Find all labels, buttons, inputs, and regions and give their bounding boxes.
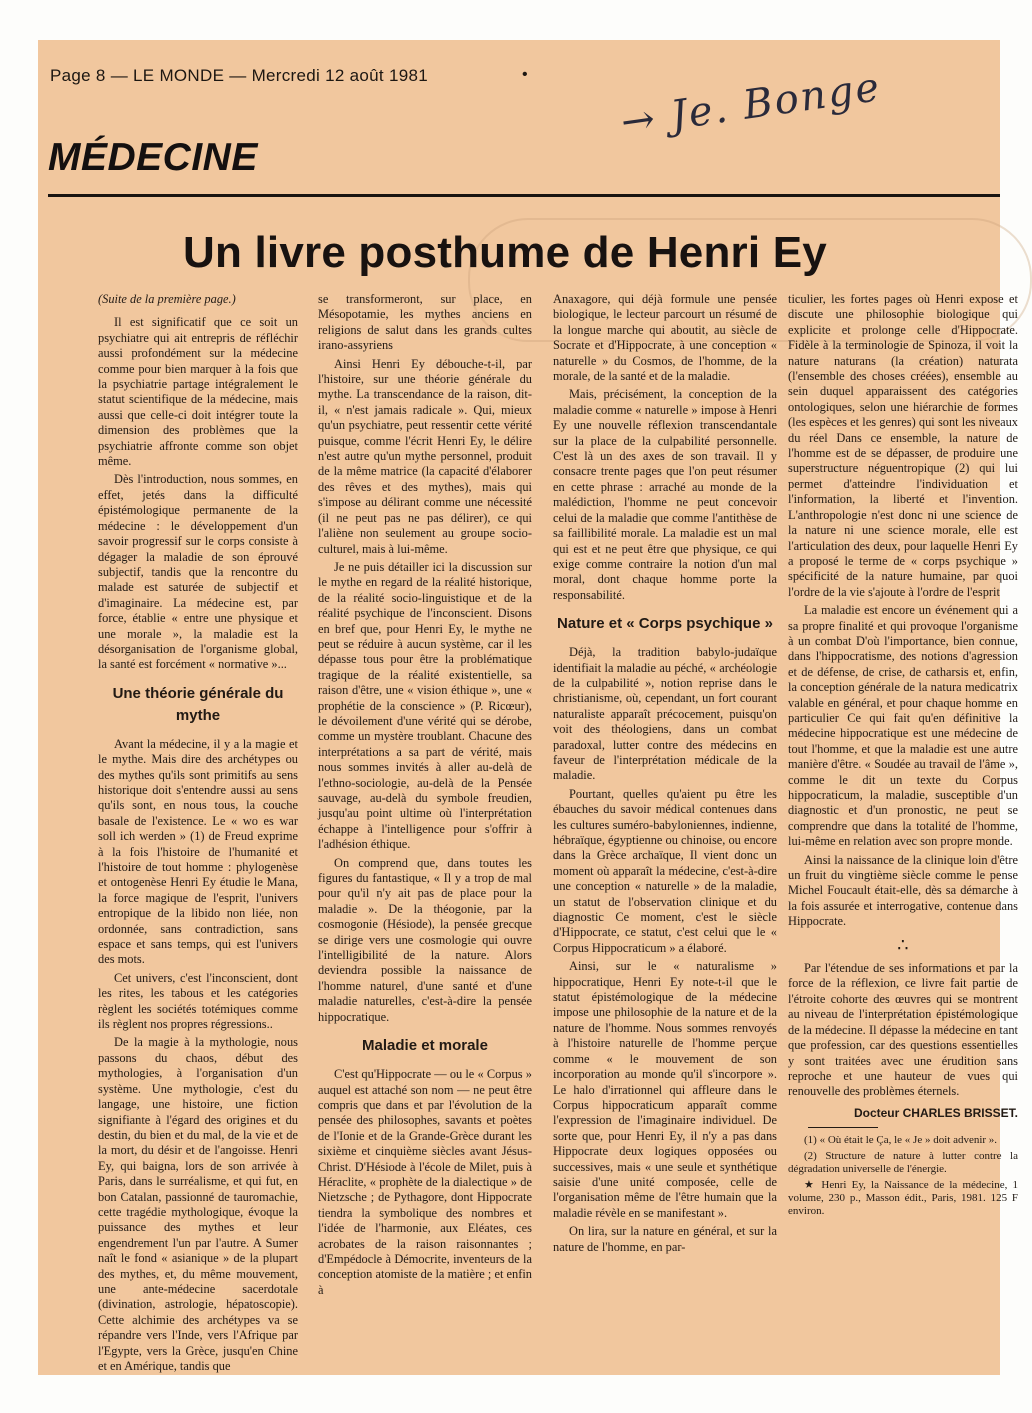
paragraph: On comprend que, dans toutes les figures du fantastique, « Il y a trop de mal pour qu'il n'y ait pas de place pour la maladie ». De la théogonie, par la cosmogonie (Hésiode), la pensée grecque se dirige vers une cosmologie qui ouvre l'intelligibilité de la nature. Alors deviendra possible la naissance de l'homme naturel, d'une santé et d'une maladie naturelles, c'est-à-dire la pensée hippocratique.	[318, 855, 532, 1024]
paragraph: Pourtant, quelles qu'aient pu être les ébauches du savoir médical contenues dans les cultures suméro-babyloniennes, indienne, hébraïque, égyptienne ou chinoise, ou encore dans la Grèce archaïque, Il vient donc un moment où apparaît la médecine, c'est-à-dire une conception « naturelle » de la maladie, un statut de l'observation clinique et du diagnostic Ce moment, c'est le siècle d'Hippocrate, ce statut, c'est celui que le « Corpus Hippocraticum » a élaboré.	[553, 786, 777, 955]
paragraph: De la magie à la mythologie, nous passons du chaos, début des mythologies, à l'organisation d'un système. Une mythologie, c'est du langage, une histoire, une fiction signifiante à l'égard des origines et du destin, du bien et du mal, de la vie et de la mort, du désir et de l'angoisse. Henri Ey, qui baigna, lors de son arrivée à Paris, dans le surréalisme, et qui fut, en bon Catalan, passionné de tauromachie, cette tragédie mythologique, évoque la puissance des mythes et leur engendrement l'un par l'autre. A Sumer naît le fond « asianique » de la plupart des mythes, et, du même mouvement, une ante-médecine sacerdotale (divination, astrologie, hépatoscopie). Cette alchimie des archétypes va se répandre vers l'Inde, vers l'Afrique par l'Egypte, vers la Grèce, jusqu'en Chine et en Amérique, tandis que	[98, 1035, 298, 1373]
paragraph: Ainsi, sur le « naturalisme » hippocratique, Henri Ey note-t-il que le statut épistémologique de la médecine impose une philosophie de la nature et de la nature de l'homme. Nous sommes renvoyés à l'histoire naturelle de l'homme perçue comme « le mouvement de son incorporation au monde qu'il s'incorpore ». Le halo d'irrationnel qui affleure dans le Corpus hippocraticum apparaît comme l'expression de l'imaginaire individuel. De sorte que, pour Henri Ey, il n'y a pas dans Hippocrate deux logiques opposées ou successives, mais « une seule et synthétique saisie d'une unité composée, celle de l'organisation même de l'être humain que la maladie révèle en se manifestant ».	[553, 959, 777, 1220]
paragraph: Par l'étendue de ses informations et par la force de la réflexion, ce livre fait partie de l'étroite cohorte des œuvres qui se montrent au niveau de l'interprétation épistémologique de la médecine. Il dépasse la médecine en tant que profession, car des questions essentielles y sont traitées avec une érudition sans reproche et une hauteur de vues qui renouvelle des problèmes éternels.	[788, 961, 1018, 1099]
paragraph: se transformeront, sur place, en Mésopotamie, les mythes anciens en religions de salut dans les grands cultes irano-assyriens	[318, 292, 532, 353]
paragraph: Il est significatif que ce soit un psychiatre qui ait entrepris de réfléchir aussi profondément sur la médecine comme pour bien marquer à la fois que la psychiatrie partage intégralement le statut scientifique de la médecine, mais aussi que celle-ci doit intégrer toute la dimension des problèmes que la psychiatrie affronte comme son objet même.	[98, 315, 298, 469]
subheading: Nature et « Corps psychique »	[557, 615, 773, 633]
paragraph: Cet univers, c'est l'inconscient, dont les rites, les tabous et les catégories règlent les sociétés totémiques comme ils règlent nos propres régressions..	[98, 970, 298, 1032]
paragraph: Déjà, la tradition babylo-judaïque identifiait la maladie au péché, « archéologie de la culpabilité », notion reprise dans le christianisme, où, cependant, un fort courant naturaliste apparaît précocement, puisqu'on voit des théologiens, dans un combat paradoxal, lutter contre des médecins en faveur de l'interprétation médicale de la maladie.	[553, 645, 777, 783]
subheading: Une théorie générale du mythe	[112, 684, 284, 724]
paragraph: Je ne puis détailler ici la discussion sur le mythe en regard de la réalité historique, de la réalité socio-linguistique et de la réalité psychique de l'inconscient. Disons en bref que, pour Henri Ey, le mythe ne peut se réduire à aucun système, car il les dépasse tous pour être la problématique tragique de la réalité existentielle, sa raison d'être, une « vision éthique », une « prophétie de la conscience » (P. Ricœur), le dévoilement d'une vérité qui se dérobe, comme un mystère troublant. Chacune des interprétations a sa part de vérité, mais nous sommes invités à aller au-delà de l'ethno-sociologie, au-delà de la Pensée sauvage, au-delà du symbole freudien, jusqu'au point ultime où l'interprétation échappe à l'intelligence pour s'offrir à l'adhésion éthique.	[318, 559, 532, 852]
separator-dots: ∴	[897, 934, 909, 956]
paragraph: La maladie est encore un événement qui a sa propre finalité et qui provoque l'organisme à un combat D'où l'importance, bien connue, dans l'hippocratisme, des notions d'agression et de défense, de crise, de catharsis et, enfin, la conception générale de la natura medicatrix valable en général, et pour chaque homme en particulier Ce qui fait qu'en définitive la médecine hippocratique est une médecine de tout l'homme, et que la maladie est une autre manière d'être. « Soudée au travail de l'âme », comme le dit un texte du Corpus hippocraticum, la maladie, susceptible d'un diagnostic et d'un pronostic, ne peut se comprendre que dans la totalité de l'homme, lui-même en relation avec son propre monde.	[788, 603, 1018, 849]
paragraph: Avant la médecine, il y a la magie et le mythe. Mais dire des archétypes ou des mythes qu'ils sont primitifs au sens historique doit s'entendre aussi au sens qu'ils sont, en nous tous, la couche basale de l'existence. Le « wo es war soll ich werden » (1) de Freud exprime à la fois l'histoire de l'humanité et l'histoire de tout homme : phylogenèse et ontogenèse Henri Ey étudie le Mana, la force magique de l'esprit, l'univers entropique de la libido non liée, non ordonnée, sans contradiction, sans espace et sans temps, qui est l'univers des mots.	[98, 736, 298, 967]
paragraph: Dès l'introduction, nous sommes, en effet, jetés dans la difficulté épistémologique permanente de la médecine : le développement d'un savoir progressif sur le corps consiste à dégager la maladie de son éprouvé subjectif, tandis que la rencontre du malade est saturée de subjectif et d'imaginaire. La médecine est, par force, établie « entre une physique et une morale », la maladie est la désorganisation de l'organisme global, la santé est forcément « normative »...	[98, 472, 298, 672]
paragraph: Ainsi la naissance de la clinique loin d'être un fruit du vingtième siècle comme le pense Michel Foucault était-elle, dès sa démarche à la fois assurée et interrogative, contenue dans Hippocrate.	[788, 852, 1018, 929]
section-rule	[48, 194, 1000, 197]
column-1	[98, 292, 298, 1373]
page-header: Page 8 — LE MONDE — Mercredi 12 août 1981	[50, 66, 428, 85]
column-3	[553, 292, 777, 1342]
footnote: (1) « Où était le Ça, le « Je » doit advenir ».	[804, 1134, 998, 1147]
footnote-rule	[808, 1127, 878, 1128]
kicker: (Suite de la première page.)	[98, 292, 236, 306]
header-dot: •	[522, 66, 528, 83]
paragraph: ticulier, les fortes pages où Henri expose et discute une philosophie biologique qui explicite et prolonge celle d'Hippocrate. Fidèle à la terminologie de Spinoza, il voit la nature naturans (la création) naturata (l'ensemble des choses créées), ensemble au sein duquel apparaissent des catégories ontologiques, selon une hiérarchie de formes (les espèces et les genres) qui sont les niveaux du réel Dans ce ensemble, la nature de l'homme est de se dépasser, de produire une superstructure néguentropique (2) qui lui permet d'atteindre l'individuation et l'information, la liberté et l'invention. L'anthropologie n'est donc ni une science de la nature ni une science morale, elle est l'articulation des deux, pour laquelle Henri Ey a proposé le terme de « corps psychique » spécificité de la nature humaine, par quoi l'ordre de la vie s'ajoute à l'ordre de l'esprit	[788, 292, 1018, 599]
column-2	[318, 292, 532, 1342]
paragraph: Mais, précisément, la conception de la maladie comme « naturelle » impose à Henri Ey une nouvelle réflexion transcendantale sur la place de la culpabilité personnelle. C'est là un des axes de son travail. Il y consacre trente pages que l'on peut résumer en cette phrase : arraché au monde de la malédiction, l'homme ne peut concevoir celui de la maladie que comme l'antithèse de sa faillibilité morale. La maladie est un mal qui est et ne peut être que physique, ce qui exige comme contraire la notion d'un mal moral, dont chaque homme porte la responsabilité.	[553, 387, 777, 602]
paragraph: On lira, sur la nature en général, et sur la nature de l'homme, en par-	[553, 1224, 777, 1254]
section-title: MÉDECINE	[48, 136, 258, 179]
book-reference: ★ Henri Ey, la Naissance de la médecine, 1 volume, 230 p., Masson édit., Paris, 1981. 125 F environ.	[788, 1179, 1018, 1218]
column-4	[788, 292, 1018, 1392]
subheading: Maladie et morale	[362, 1037, 488, 1055]
handwritten-note: → Je. Bonge	[618, 63, 884, 147]
paragraph: Anaxagore, qui déjà formule une pensée biologique, le lecteur parcourt un résumé de la longue marche qui aboutit, au siècle de Socrate et d'Hippocrate, à une conception « naturelle » du Cosmos, de l'homme, de la morale, de la santé et de la maladie.	[553, 292, 777, 384]
author-signature: Docteur CHARLES BRISSET.	[853, 1105, 1018, 1120]
footnote: (2) Structure de nature à lutter contre la dégradation universelle de l'énergie.	[788, 1150, 1018, 1176]
paragraph: Ainsi Henri Ey débouche-t-il, par l'histoire, sur une théorie générale du mythe. La transcendance de la raison, dit-il, « n'est jamais radicale ». Qui, mieux qu'un psychiatre, peut ressentir cette vérité puisque, comme l'écrit Henri Ey, le délire n'est autre qu'un mythe personnel, produit de la même matrice (la capacité d'élaborer des rêves et des mythes), mais qui s'impose au délirant comme une nécessité (il ne peut pas ne pas délirer), ce qui l'aliène non seulement au groupe socio-culturel, mais à lui-même.	[318, 356, 532, 556]
paragraph: C'est qu'Hippocrate — ou le « Corpus » auquel est attaché son nom — ne peut être compris que dans et par l'évolution de la pensée des philosophes, savants et poètes de l'Ionie et de la Grande-Grèce durant les sixième et cinquième siècles avant Jésus-Christ. D'Hésiode à l'école de Milet, puis à Héraclite, « prophète de la dialectique » de Nietzsche ; de Pythagore, dont Hippocrate tiendra la symbolique des nombres et l'idée de l'harmonie, aux Eléates, ces acrobates de la raison raisonnantes ; d'Empédocle à Démocrite, inventeurs de la conception atomiste de la matière ; et enfin à	[318, 1067, 532, 1297]
article-headline: Un livre posthume de Henri Ey	[183, 228, 827, 277]
